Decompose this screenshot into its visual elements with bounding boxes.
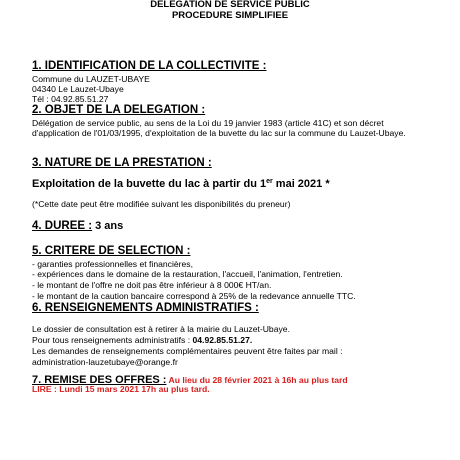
prestation-main-sup: er bbox=[266, 178, 273, 185]
commune-name: Commune du LAUZET-UBAYE bbox=[32, 74, 150, 84]
doc-title-line2: PROCEDURE SIMPLIFIEE bbox=[171, 10, 289, 21]
section-3-title: 3. NATURE DE LA PRESTATION : bbox=[32, 157, 212, 169]
admin-email[interactable]: administration-lauzetubaye@orange.fr bbox=[32, 357, 178, 367]
delegation-object-text: Délégation de service public, au sens de la Loi du 19 janvier 1983 (article 41C) et son décret d'application de l'01/03/1995, d'exploitation de la buvette du lac sur la commune du Lauzet-Ubaye. bbox=[32, 118, 406, 139]
admin-info-line2-label: Pour tous renseignements administratifs : bbox=[32, 335, 193, 345]
prestation-main-b: mai 2021 * bbox=[272, 178, 330, 190]
section-6-title: 6. RENSEIGNEMENTS ADMINISTRATIFS : bbox=[32, 302, 259, 314]
section-4-title: 4. DUREE : bbox=[32, 220, 93, 232]
prestation-note: (*Cette date peut être modifiée suivant les disponibilités du preneur) bbox=[32, 199, 291, 209]
criteria-item: - le montant de l'offre ne doit pas être inférieur à 8 000€ HT/an. bbox=[32, 280, 272, 290]
section-7-title: 7. REMISE DES OFFRES : bbox=[32, 374, 167, 386]
prestation-main-a: Exploitation de la buvette du lac à partir du 1 bbox=[32, 178, 267, 190]
commune-address: 04340 Le Lauzet-Ubaye bbox=[32, 84, 124, 94]
duration-value: 3 ans bbox=[92, 220, 124, 232]
admin-phone: 04.92.85.51.27. bbox=[192, 335, 253, 345]
section-2-title: 2. OBJET DE LA DELEGATION : bbox=[32, 104, 206, 116]
deadline-corrected: LIRE : Lundi 15 mars 2021 17h au plus tard. bbox=[32, 384, 210, 394]
criteria-item: - expériences dans le domaine de la restauration, l'accueil, l'animation, l'entretien. bbox=[32, 269, 343, 279]
section-5-title: 5. CRITERE DE SELECTION : bbox=[32, 245, 191, 257]
doc-title-line1: DELEGATION DE SERVICE PUBLIC bbox=[150, 0, 310, 10]
admin-info-line3: Les demandes de renseignements complémentaires peuvent être faites par mail : bbox=[32, 346, 343, 356]
admin-info-line2 bbox=[32, 335, 252, 345]
deadline-original: Au lieu du 28 février 2021 à 16h au plus tard bbox=[166, 375, 348, 385]
commune-phone: Tél : 04.92.85.51.27 bbox=[32, 94, 109, 104]
criteria-item: - le montant de la caution bancaire correspond à 25% de la redevance annuelle TTC. bbox=[32, 291, 356, 301]
admin-info-line1: Le dossier de consultation est à retirer à la mairie du Lauzet-Ubaye. bbox=[32, 324, 290, 334]
prestation-main bbox=[32, 178, 330, 191]
section-1-title: 1. IDENTIFICATION DE LA COLLECTIVITE : bbox=[32, 60, 267, 72]
section-4-row bbox=[32, 216, 123, 234]
criteria-item: - garanties professionnelles et financières, bbox=[32, 259, 193, 269]
